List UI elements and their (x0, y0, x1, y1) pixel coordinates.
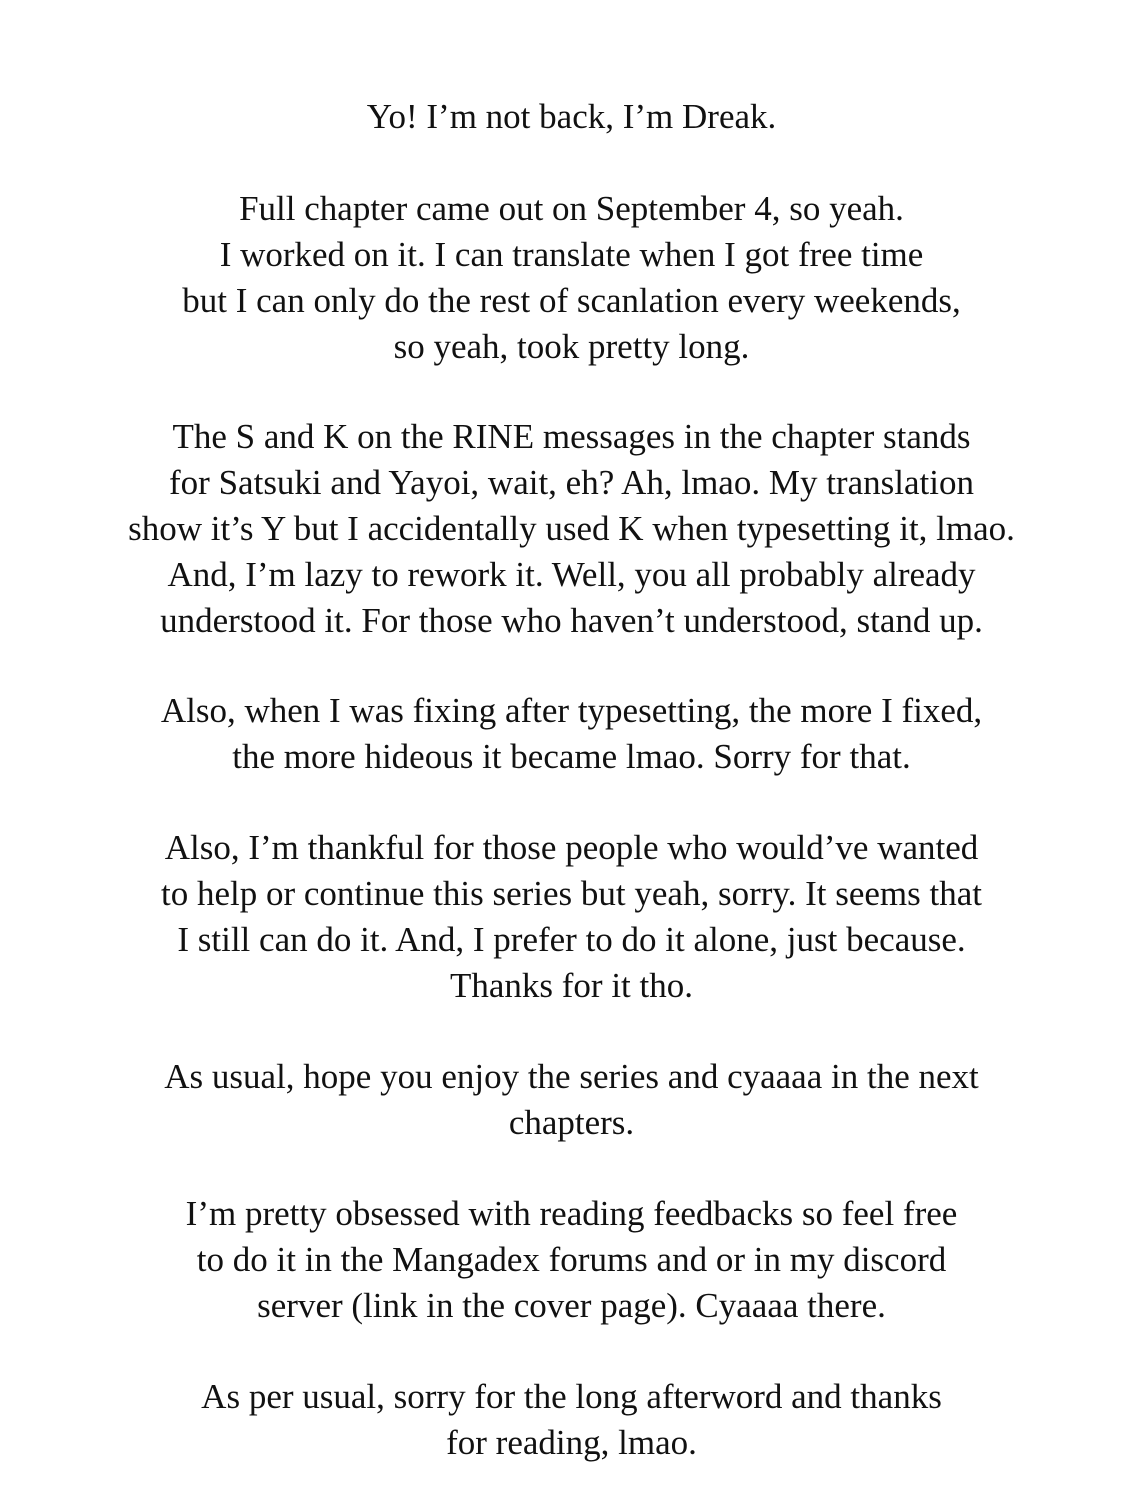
text-line: for Satsuki and Yayoi, wait, eh? Ah, lmao. My translation (169, 463, 974, 502)
text-line: but I can only do the rest of scanlation every weekends, (182, 281, 961, 320)
text-line: for reading, lmao. (446, 1423, 697, 1462)
text-line: to help or continue this series but yeah, sorry. It seems that (160, 874, 982, 913)
text-line: so yeah, took pretty long. (393, 327, 750, 366)
release-paragraph (0, 186, 1143, 370)
feedback-paragraph (0, 1191, 1143, 1329)
closing-paragraph (0, 1374, 1143, 1466)
text-line: And, I’m lazy to rework it. Well, you all probably already (167, 555, 976, 594)
text-line: server (link in the cover page). Cyaaaa there. (257, 1286, 886, 1325)
text-line: As usual, hope you enjoy the series and cyaaaa in the next (164, 1057, 979, 1096)
text-line: I still can do it. And, I prefer to do it alone, just because. (177, 920, 966, 959)
typesetting-paragraph (0, 688, 1143, 780)
greeting-paragraph (0, 94, 1143, 140)
text-line: I’m pretty obsessed with reading feedbacks so feel free (185, 1194, 958, 1233)
text-line: Thanks for it tho. (449, 966, 694, 1005)
text-line: the more hideous it became lmao. Sorry for that. (232, 737, 911, 776)
text-line: understood it. For those who haven’t understood, stand up. (160, 601, 983, 640)
enjoy-paragraph (0, 1054, 1143, 1146)
text-line: show it’s Y but I accidentally used K when typesetting it, lmao. (128, 509, 1015, 548)
text-line: Yo! I’m not back, I’m Dreak. (366, 97, 777, 136)
rine-note-paragraph (0, 414, 1143, 644)
text-line: chapters. (508, 1103, 635, 1142)
text-line: I worked on it. I can translate when I got free time (219, 235, 924, 274)
text-line: Also, I’m thankful for those people who would’ve wanted (164, 828, 979, 867)
text-line: As per usual, sorry for the long afterword and thanks (201, 1377, 942, 1416)
text-line: to do it in the Mangadex forums and or in my discord (196, 1240, 947, 1279)
thanks-paragraph (0, 825, 1143, 1009)
text-line: The S and K on the RINE messages in the chapter stands (172, 417, 971, 456)
text-line: Full chapter came out on September 4, so yeah. (239, 189, 904, 228)
text-line: Also, when I was fixing after typesetting, the more I fixed, (160, 691, 983, 730)
